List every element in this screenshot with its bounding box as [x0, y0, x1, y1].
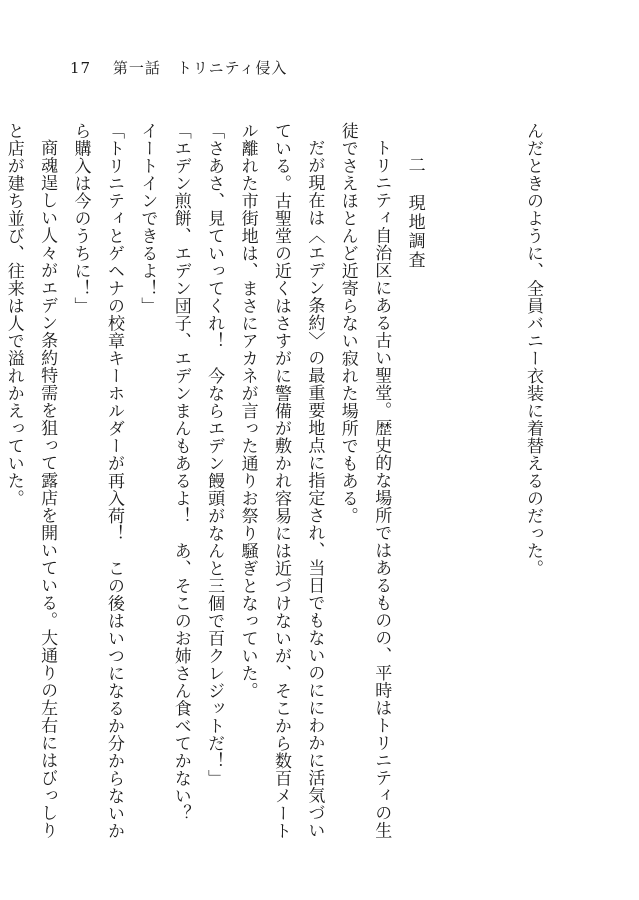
running-header	[70, 56, 287, 80]
text-paragraph: 商魂逞しい人々がエデン条約特需を狙って露店を開いている。大通りの左右にはびっしりと店が建ち並び、往来は人で溢れかえっていた。	[3, 122, 58, 839]
text-paragraph: トリニティ自治区にある古い聖堂。歴史的な場所ではあるものの、平時はトリニティの生徒でさえほとんど近寄らない寂れた場所でもある。	[337, 122, 392, 839]
text-line: んだときのように、全員バニー衣装に着替えるのだった。	[523, 122, 543, 577]
body-text	[0, 122, 549, 842]
dialogue-line: 「さあさ、見ていってくれ！ 今ならエデン饅頭がなんと三個で百クレジットだ！」	[204, 122, 225, 787]
page-number: 17	[70, 59, 92, 77]
dialogue-line: 「トリニティとゲヘナの校章キーホルダーが再入荷！ この後はいつになるか分からないから購入は今のうちに！」	[70, 122, 124, 840]
chapter-title: 第一話 トリニティ侵入	[112, 59, 288, 77]
section-heading	[397, 156, 515, 808]
text-paragraph: だが現在は〈エデン条約〉の最重要地点に指定され、当日でもないのににわかに活気づいている。古聖堂の近くはさすがに警備が敷かれ容易には近づけないが、そこから数百メートル離れた市街地は、まさにアカネが言った通りお祭り騒ぎとなっていた。	[237, 122, 325, 840]
dialogue-line: 「エデン煎餅、エデン団子、エデンまんもあるよ！ あ、そこのお姉さん食べてかない？ イートインできるよ！」	[137, 122, 191, 840]
section-title: 現地調査	[404, 194, 425, 270]
section-number: 二	[404, 156, 425, 175]
